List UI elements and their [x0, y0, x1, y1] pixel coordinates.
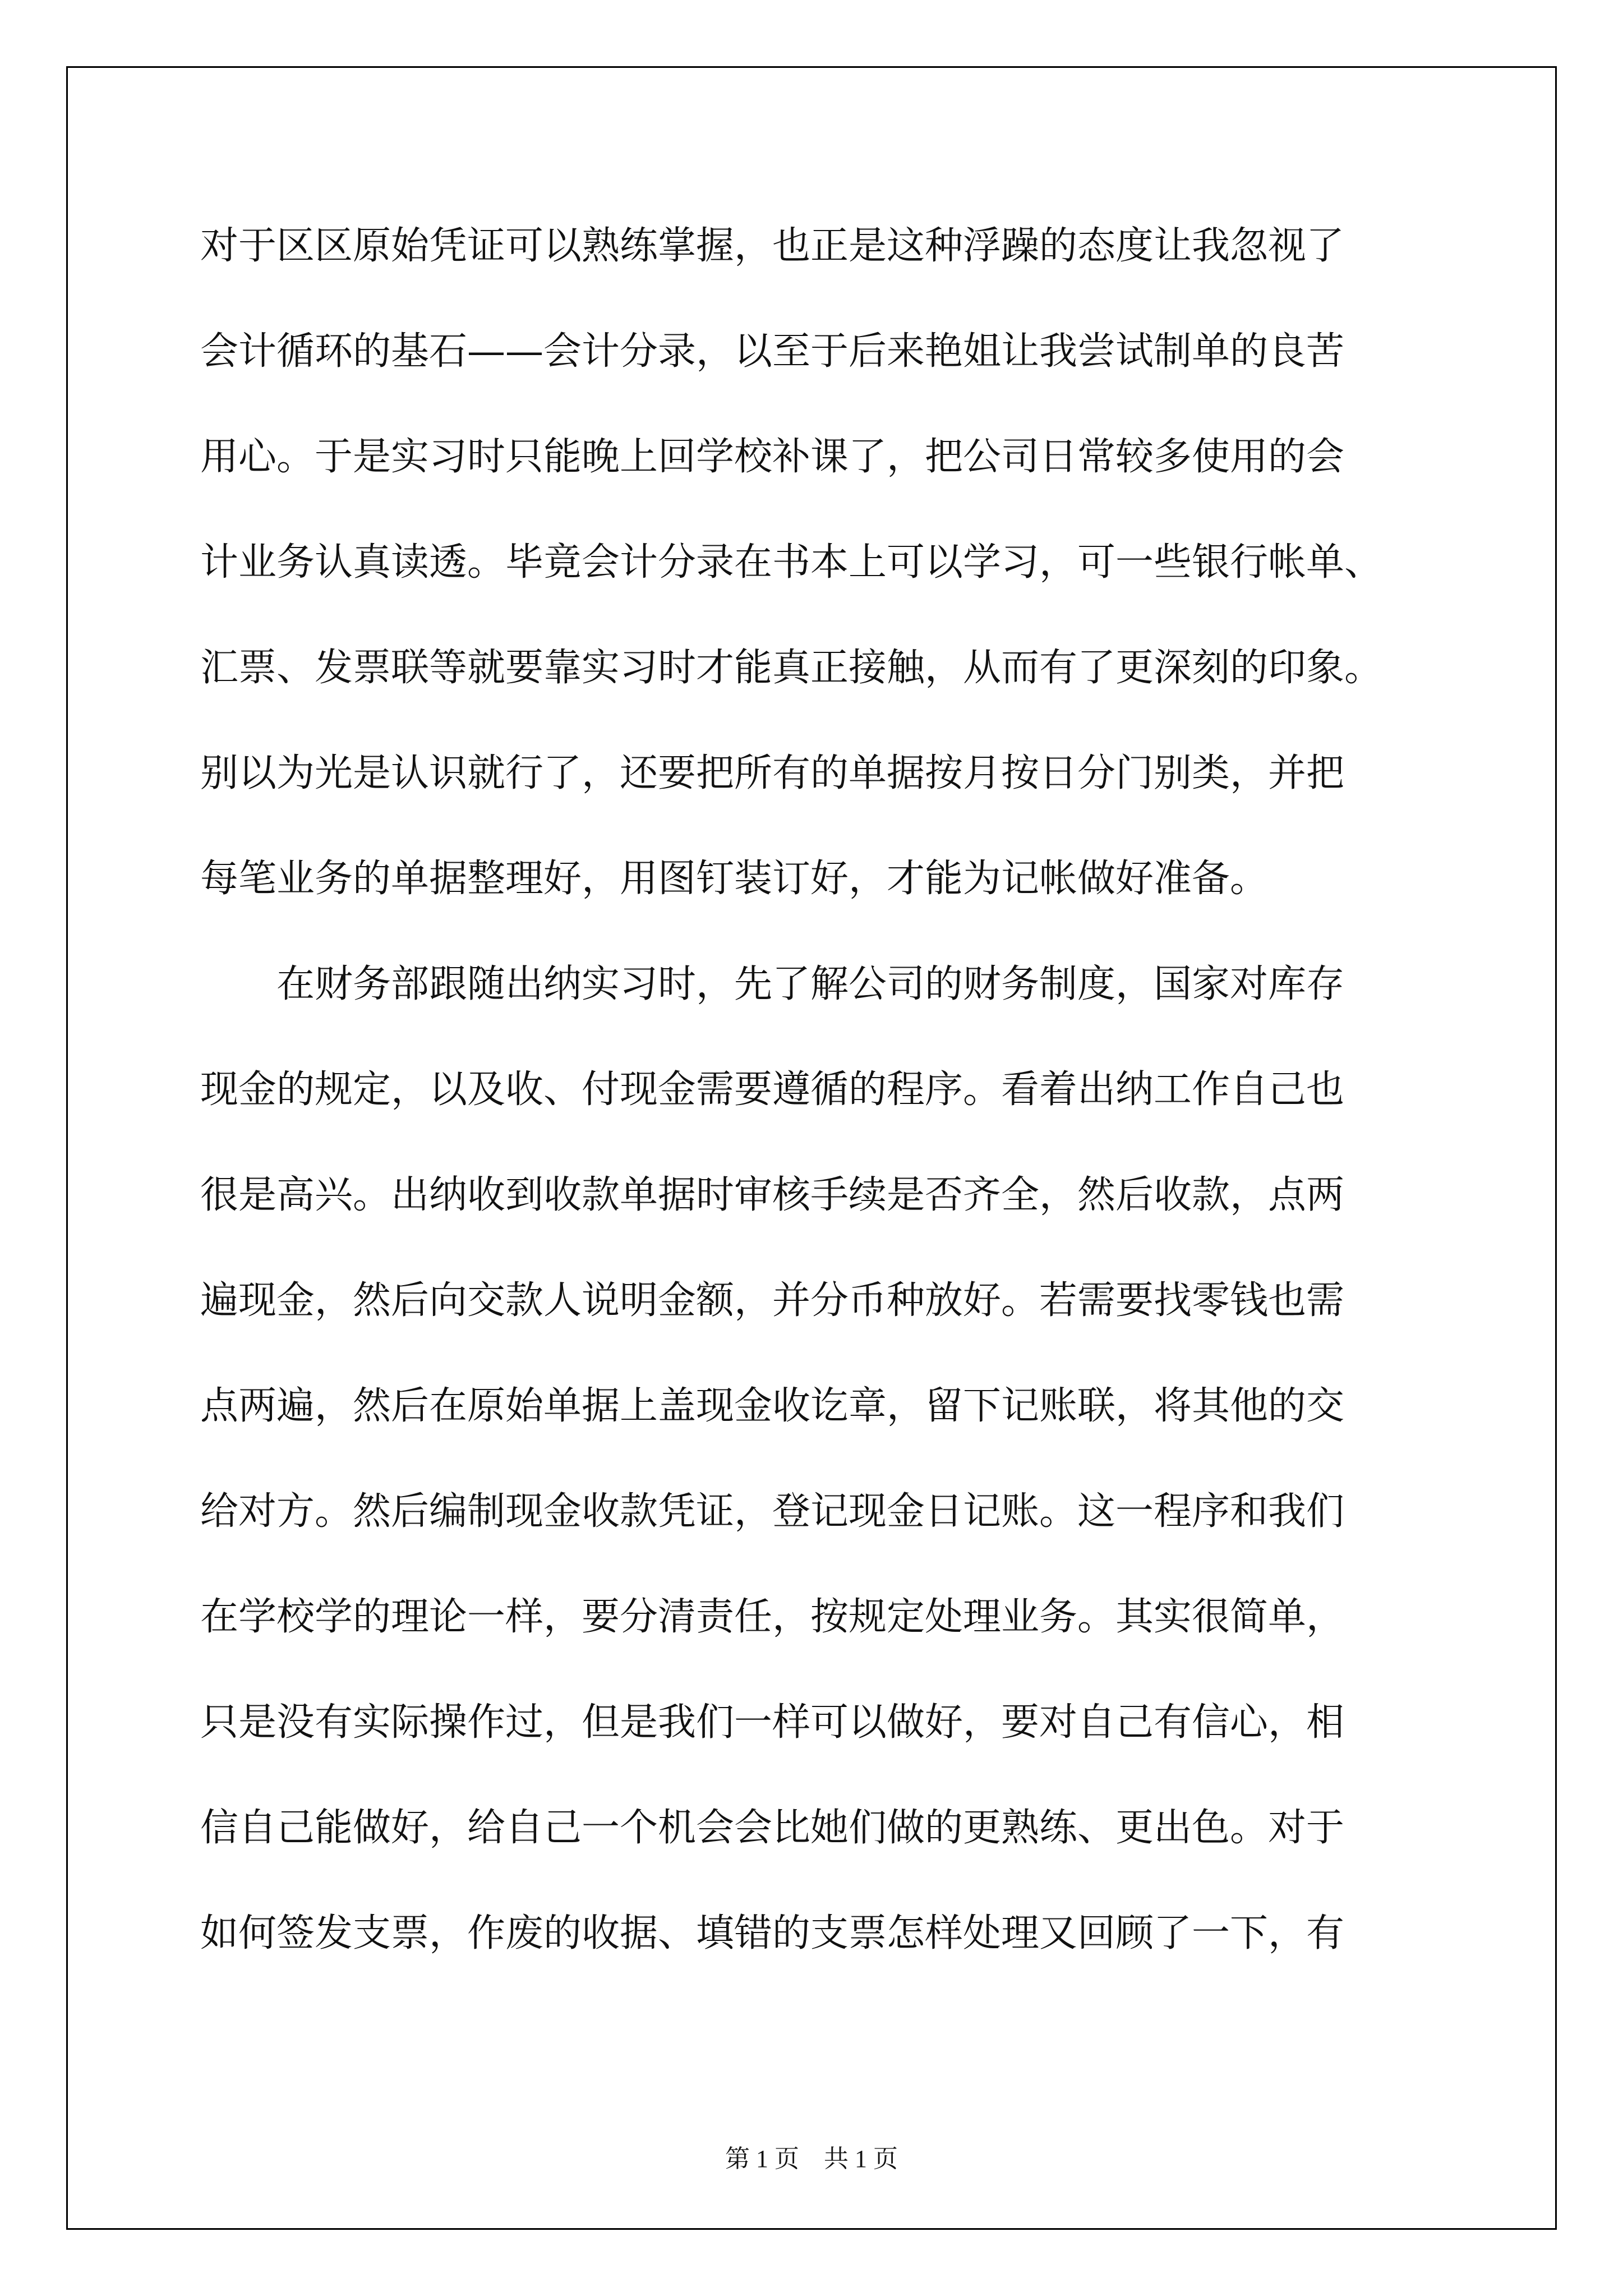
paragraph-start-line: 在财务部跟随出纳实习时，先了解公司的财务制度，国家对库存 — [200, 962, 1345, 1006]
text-line: 在学校学的理论一样，要分清责任，按规定处理业务。其实很简单， — [200, 1595, 1345, 1639]
document-body — [200, 194, 1456, 1986]
text-line: 每笔业务的单据整理好，用图钉装订好，才能为记帐做好准备。 — [200, 857, 1269, 901]
text-line: 点两遍，然后在原始单据上盖现金收讫章，留下记账联，将其他的交 — [200, 1384, 1345, 1428]
text-line: 现金的规定，以及收、付现金需要遵循的程序。看着出纳工作自己也 — [200, 1068, 1345, 1112]
page-number-footer: 第 1 页 共 1 页 — [725, 2145, 898, 2173]
text-line: 只是没有实际操作过，但是我们一样可以做好，要对自己有信心，相 — [200, 1700, 1345, 1745]
text-line: 给对方。然后编制现金收款凭证，登记现金日记账。这一程序和我们 — [200, 1489, 1345, 1534]
text-line: 信自己能做好，给自己一个机会会比她们做的更熟练、更出色。对于 — [200, 1806, 1345, 1850]
text-line: 计业务认真读透。毕竟会计分录在书本上可以学习，可一些银行帐单、 — [200, 540, 1383, 585]
text-line: 很是高兴。出纳收到收款单据时审核手续是否齐全，然后收款，点两 — [200, 1173, 1345, 1217]
text-line: 对于区区原始凭证可以熟练掌握，也正是这种浮躁的态度让我忽视了 — [200, 224, 1345, 268]
text-line: 别以为光是认识就行了，还要把所有的单据按月按日分门别类，并把 — [200, 751, 1345, 795]
text-line: 汇票、发票联等就要靠实习时才能真正接触，从而有了更深刻的印象。 — [200, 646, 1383, 690]
text-line: 遍现金，然后向交款人说明金额，并分币种放好。若需要找零钱也需 — [200, 1278, 1345, 1323]
text-line: 用心。于是实习时只能晚上回学校补课了，把公司日常较多使用的会 — [200, 435, 1345, 479]
text-line: 如何签发支票，作废的收据、填错的支票怎样处理又回顾了一下，有 — [200, 1911, 1345, 1955]
text-line: 会计循环的基石——会计分录，以至于后来艳姐让我尝试制单的良苦 — [200, 329, 1345, 374]
